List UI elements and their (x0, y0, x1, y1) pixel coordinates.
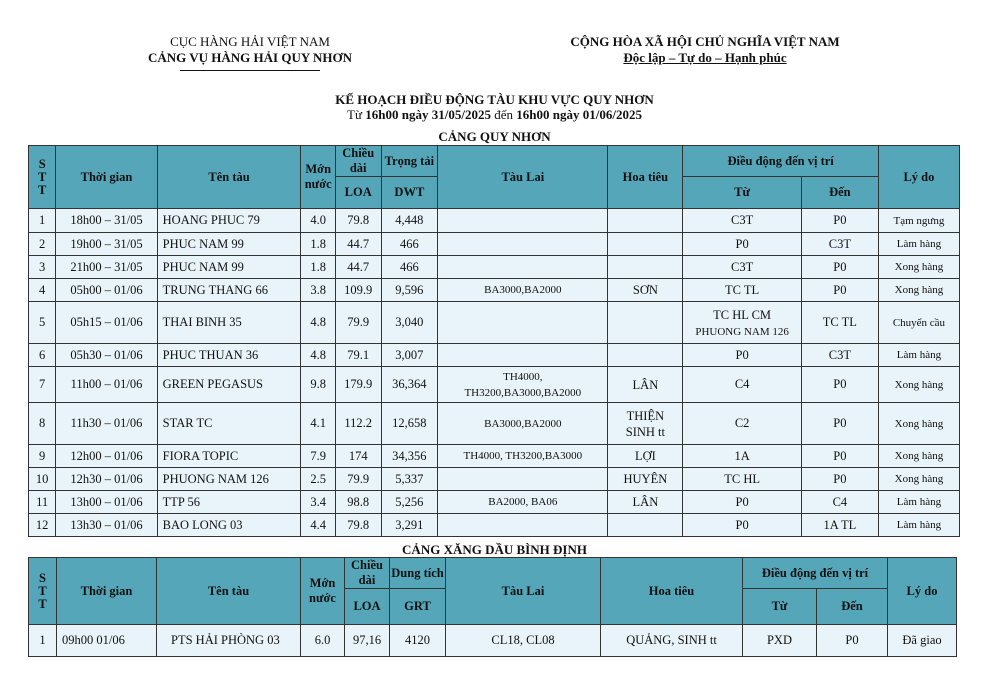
row-dwt: 3,291 (381, 514, 438, 537)
row-draft: 4.1 (301, 403, 335, 445)
row-loa: 79.9 (335, 302, 381, 344)
row-from-value: P0 (735, 494, 749, 509)
row-to: TC TL (801, 302, 878, 344)
row-draft: 1.8 (301, 256, 335, 279)
table-row (29, 491, 960, 514)
row-reason: Làm hàng (878, 514, 959, 537)
row-stt: 10 (29, 468, 56, 491)
row-stt: 8 (29, 403, 56, 445)
period-mid-word: đến (494, 107, 514, 122)
row-loa: 79.8 (335, 209, 381, 233)
row-from-note: PHUONG NAM 126 (695, 325, 789, 338)
row-loa: 79.8 (335, 514, 381, 537)
row-ship-name: PHUC NAM 99 (157, 233, 301, 256)
table-row (29, 403, 960, 445)
national-header (540, 34, 870, 66)
row-from (683, 445, 802, 468)
row-time: 09h00 01/06 (57, 625, 157, 657)
agency-name: CỤC HÀNG HẢI VIỆT NAM (170, 34, 330, 49)
col-to: Đến (817, 589, 888, 625)
table-row (29, 344, 960, 367)
col-tug: Tàu Lai (446, 558, 601, 625)
col-from: Từ (743, 589, 817, 625)
row-tug (438, 344, 608, 367)
row-from-value: TC HL (724, 471, 760, 486)
row-dwt: 466 (381, 233, 438, 256)
row-draft: 2.5 (301, 468, 335, 491)
col-pilot: Hoa tiêu (608, 146, 683, 209)
row-pilot (608, 302, 683, 344)
row-to: P0 (801, 367, 878, 403)
row-dwt: 34,356 (381, 445, 438, 468)
row-dwt: 4,448 (381, 209, 438, 233)
col-length: Chiều dài (345, 558, 390, 589)
row-stt: 9 (29, 445, 56, 468)
row-to: P0 (801, 445, 878, 468)
row-reason: Làm hàng (878, 233, 959, 256)
row-loa: 109.9 (335, 279, 381, 302)
row-dwt: 5,337 (381, 468, 438, 491)
table-row (29, 279, 960, 302)
row-pilot: LỢI (608, 445, 683, 468)
row-ship-name: TRUNG THANG 66 (157, 279, 301, 302)
table-row (29, 233, 960, 256)
row-reason: Tạm ngưng (878, 209, 959, 233)
row-stt: 2 (29, 233, 56, 256)
row-from: PXD (743, 625, 817, 657)
document-period (0, 107, 989, 123)
row-reason: Xong hàng (878, 256, 959, 279)
row-from-value: C3T (731, 213, 754, 227)
col-capacity-unit: GRT (390, 589, 446, 625)
row-dwt: 3,040 (381, 302, 438, 344)
col-length-unit: LOA (345, 589, 390, 625)
row-stt: 11 (29, 491, 56, 514)
col-reason: Lý do (888, 558, 957, 625)
row-ship-name: FIORA TOPIC (157, 445, 301, 468)
row-stt: 6 (29, 344, 56, 367)
row-loa: 112.2 (335, 403, 381, 445)
quy-nhon-schedule-table (28, 145, 960, 537)
row-time: 19h00 – 31/05 (56, 233, 157, 256)
row-draft: 3.4 (301, 491, 335, 514)
row-reason: Làm hàng (878, 344, 959, 367)
row-tug: CL18, CL08 (446, 625, 601, 657)
row-from-value: TC TL (725, 282, 760, 297)
row-pilot: LÂN (608, 367, 683, 403)
row-time: 05h30 – 01/06 (56, 344, 157, 367)
row-from (683, 209, 802, 233)
row-pilot: SƠN (608, 279, 683, 302)
row-from-value: P0 (735, 347, 749, 362)
document-title: KẾ HOẠCH ĐIỀU ĐỘNG TÀU KHU VỰC QUY NHƠN (335, 92, 654, 107)
row-to: P0 (801, 256, 878, 279)
row-pilot (608, 256, 683, 279)
row-draft: 7.9 (301, 445, 335, 468)
row-tug: BA3000,BA2000 (438, 403, 608, 445)
row-pilot: THIỆN SINH tt (608, 403, 683, 445)
row-tug (438, 209, 608, 233)
row-from (683, 403, 802, 445)
row-loa: 98.8 (335, 491, 381, 514)
row-tug: TH4000, TH3200,BA3000 (438, 445, 608, 468)
row-draft: 3.8 (301, 279, 335, 302)
row-to: P0 (801, 403, 878, 445)
row-reason: Chuyển cầu (878, 302, 959, 344)
issuer-block (130, 34, 370, 71)
row-from (683, 468, 802, 491)
row-ship-name: PHUONG NAM 126 (157, 468, 301, 491)
col-capacity: Dung tích (390, 558, 446, 589)
table-row (29, 209, 960, 233)
row-stt: 12 (29, 514, 56, 537)
row-dwt: 12,658 (381, 403, 438, 445)
row-time: 05h00 – 01/06 (56, 279, 157, 302)
col-length-unit: LOA (335, 177, 381, 209)
col-ship: Tên tàu (157, 558, 301, 625)
table-row (29, 468, 960, 491)
period-end: 16h00 ngày 01/06/2025 (516, 107, 642, 122)
row-to: C3T (801, 344, 878, 367)
row-to: 1A TL (801, 514, 878, 537)
row-ship-name: PHUC THUAN 36 (157, 344, 301, 367)
row-from (683, 367, 802, 403)
row-tug (438, 256, 608, 279)
row-stt: 7 (29, 367, 56, 403)
row-pilot (608, 344, 683, 367)
row-reason: Đã giao (888, 625, 957, 657)
row-loa: 179.9 (335, 367, 381, 403)
row-time: 13h00 – 01/06 (56, 491, 157, 514)
row-pilot (608, 209, 683, 233)
row-reason: Xong hàng (878, 367, 959, 403)
row-to: P0 (801, 279, 878, 302)
country-name: CỘNG HÒA XÃ HỘI CHỦ NGHĨA VIỆT NAM (570, 34, 840, 49)
row-tug: BA2000, BA06 (438, 491, 608, 514)
row-time: 11h30 – 01/06 (56, 403, 157, 445)
row-to: P0 (817, 625, 888, 657)
row-pilot (608, 233, 683, 256)
row-from (683, 233, 802, 256)
col-time: Thời gian (57, 558, 157, 625)
row-draft: 4.0 (301, 209, 335, 233)
row-ship-name: GREEN PEGASUS (157, 367, 301, 403)
row-time: 12h00 – 01/06 (56, 445, 157, 468)
row-reason: Xong hàng (878, 468, 959, 491)
row-stt: 1 (29, 625, 57, 657)
row-ship-name: BAO LONG 03 (157, 514, 301, 537)
col-move-group: Điều động đến vị trí (743, 558, 888, 589)
row-ship-name: PHUC NAM 99 (157, 256, 301, 279)
table-row (29, 302, 960, 344)
col-reason: Lý do (878, 146, 959, 209)
period-from-word: Từ (347, 107, 363, 122)
col-draft: Mớn nước (301, 558, 345, 625)
row-from (683, 256, 802, 279)
row-to: P0 (801, 209, 878, 233)
table-row (29, 367, 960, 403)
row-tug (438, 233, 608, 256)
row-draft: 9.8 (301, 367, 335, 403)
col-stt: S T T (29, 146, 56, 209)
row-ship-name: STAR TC (157, 403, 301, 445)
row-loa: 79.1 (335, 344, 381, 367)
row-stt: 1 (29, 209, 56, 233)
row-from-value: C3T (731, 259, 754, 274)
col-stt: S T T (29, 558, 57, 625)
table-row (29, 514, 960, 537)
row-pilot (608, 514, 683, 537)
col-move-group: Điều động đến vị trí (683, 146, 879, 177)
row-from (683, 491, 802, 514)
row-tug (438, 468, 608, 491)
row-draft: 4.4 (301, 514, 335, 537)
row-reason: Xong hàng (878, 403, 959, 445)
col-pilot: Hoa tiêu (601, 558, 743, 625)
row-time: 05h15 – 01/06 (56, 302, 157, 344)
row-from-value: TC HL CM (713, 307, 772, 322)
row-from-value: P0 (735, 517, 749, 532)
col-draft: Mớn nước (301, 146, 335, 209)
row-from-value: 1A (734, 448, 750, 463)
issuer-underline (180, 70, 320, 71)
row-to: P0 (801, 468, 878, 491)
row-tug: TH4000, TH3200,BA3000,BA2000 (438, 367, 608, 403)
row-draft: 4.8 (301, 302, 335, 344)
row-from-value: P0 (735, 236, 749, 251)
national-motto: Độc lập – Tự do – Hạnh phúc (623, 50, 787, 65)
row-dwt: 9,596 (381, 279, 438, 302)
row-draft: 1.8 (301, 233, 335, 256)
row-from (683, 514, 802, 537)
row-tug (438, 514, 608, 537)
row-pilot: HUYÊN (608, 468, 683, 491)
row-pilot: QUẢNG, SINH tt (601, 625, 743, 657)
table-row (29, 625, 957, 657)
row-dwt: 3,007 (381, 344, 438, 367)
row-loa: 79.9 (335, 468, 381, 491)
col-ship: Tên tàu (157, 146, 301, 209)
row-from (683, 344, 802, 367)
row-ship-name: HOANG PHUC 79 (157, 209, 301, 233)
port-authority-name: CẢNG VỤ HÀNG HẢI QUY NHƠN (147, 50, 353, 65)
row-loa: 44.7 (335, 233, 381, 256)
row-time: 12h30 – 01/06 (56, 468, 157, 491)
row-stt: 3 (29, 256, 56, 279)
row-loa: 97,16 (345, 625, 390, 657)
row-from-value: C4 (734, 377, 750, 391)
col-weight: Trọng tải (381, 146, 438, 177)
row-from (683, 302, 802, 344)
row-pilot: LÂN (608, 491, 683, 514)
row-time: 13h30 – 01/06 (56, 514, 157, 537)
row-dwt: 36,364 (381, 367, 438, 403)
row-reason: Làm hàng (878, 491, 959, 514)
row-from (683, 279, 802, 302)
period-start: 16h00 ngày 31/05/2025 (365, 107, 491, 122)
row-dwt: 466 (381, 256, 438, 279)
row-ship-name: TTP 56 (157, 491, 301, 514)
row-stt: 4 (29, 279, 56, 302)
row-loa: 44.7 (335, 256, 381, 279)
table-row (29, 445, 960, 468)
col-tug: Tàu Lai (438, 146, 608, 209)
col-time: Thời gian (56, 146, 157, 209)
row-dwt: 5,256 (381, 491, 438, 514)
row-stt: 5 (29, 302, 56, 344)
row-ship-name: THAI BINH 35 (157, 302, 301, 344)
row-draft: 6.0 (301, 625, 345, 657)
row-reason: Xong hàng (878, 279, 959, 302)
col-weight-unit: DWT (381, 177, 438, 209)
row-tug: BA3000,BA2000 (438, 279, 608, 302)
table-row (29, 256, 960, 279)
col-to: Đến (801, 177, 878, 209)
row-reason: Xong hàng (878, 445, 959, 468)
row-ship-name: PTS HẢI PHÒNG 03 (157, 625, 301, 657)
section-title-quy-nhon: CẢNG QUY NHƠN (438, 129, 551, 144)
row-to: C4 (801, 491, 878, 514)
section-title-binh-dinh: CẢNG XĂNG DẦU BÌNH ĐỊNH (402, 542, 587, 557)
row-to: C3T (801, 233, 878, 256)
col-from: Từ (683, 177, 802, 209)
row-time: 11h00 – 01/06 (56, 367, 157, 403)
row-loa: 174 (335, 445, 381, 468)
row-draft: 4.8 (301, 344, 335, 367)
binh-dinh-schedule-table (28, 557, 957, 657)
row-grt: 4120 (390, 625, 446, 657)
row-from-value: C2 (734, 416, 750, 430)
col-length: Chiều dài (335, 146, 381, 177)
row-tug (438, 302, 608, 344)
row-time: 18h00 – 31/05 (56, 209, 157, 233)
row-time: 21h00 – 31/05 (56, 256, 157, 279)
